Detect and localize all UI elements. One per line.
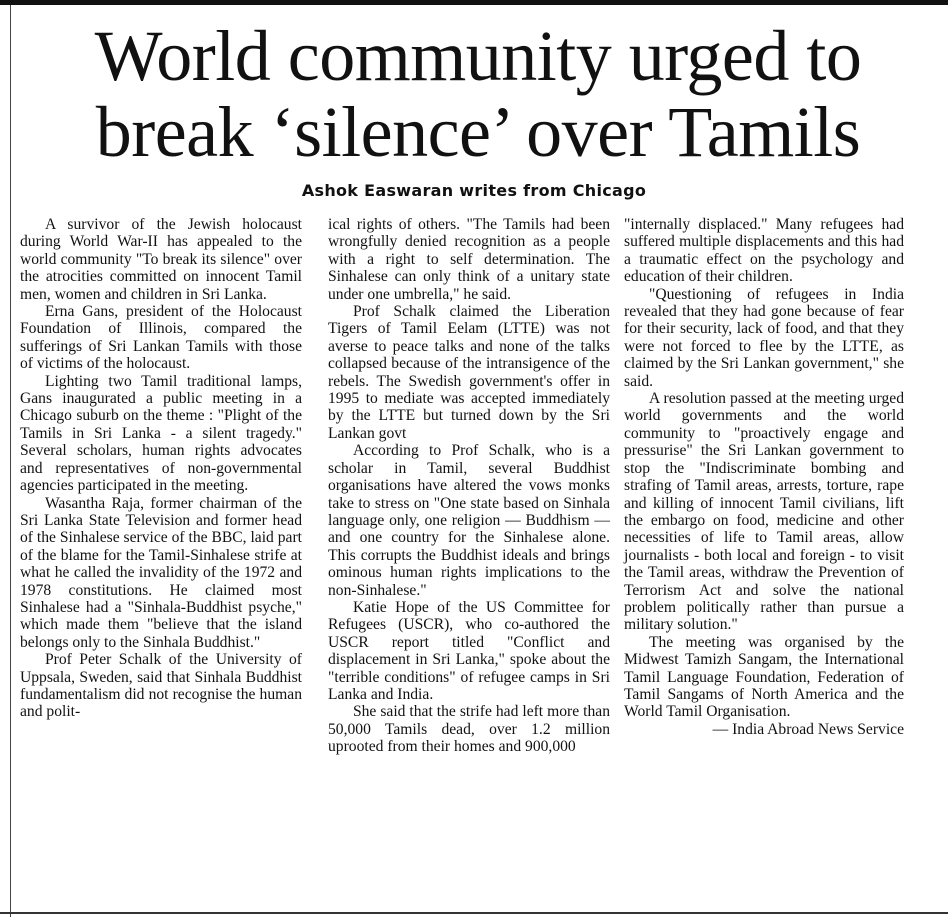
headline-line-1: World community urged to — [94, 16, 862, 96]
paragraph: A survivor of the Jewish holocaust during World War-II has appealed to the world community "To break its silence" over the atrocities committed on innocent Tamil men, women and children in Sri Lanka. — [20, 216, 302, 303]
headline — [18, 18, 938, 170]
paragraph: The meeting was organised by the Midwest Tamizh Sangam, the International Tamil Language Foundation, Federation of Tamil Sangams of North America and the World Tamil Organisation. — [624, 633, 904, 721]
bottom-rule — [0, 912, 948, 914]
paragraph: "internally displaced." Many refugees had suffered multiple displacements and this had a traumatic effect on the psychology and education of their children. — [624, 216, 904, 286]
byline: Ashok Easwaran writes from Chicago — [301, 181, 647, 200]
paragraph: Erna Gans, president of the Holocaust Foundation of Illinois, compared the sufferings of Sri Lankan Tamils with those of victims of the holocaust. — [20, 303, 302, 373]
paragraph: ical rights of others. "The Tamils had been wrongfully denied recognition as a people with a right to self determination. The Sinhalese can only think of a unitary state under one umbrella," he said. — [328, 216, 610, 303]
paragraph: A resolution passed at the meeting urged world governments and the world community to "proactively engage and pressurise" the Sri Lankan government to stop the "Indiscriminate bombing and strafing of Tamil areas, arrests, torture, rape and killing of innocent Tamil civilians, lift the embargo on food, medicine and other necessities of life to Tamil areas, allow journalists - both local and foreign - to visit the Tamil areas, withdraw the Prevention of Terrorism Act and solve the national problem politically rather than pursue a military solution." — [624, 390, 904, 634]
paragraph: She said that the strife had left more than 50,000 Tamils dead, over 1.2 million uprooted from their homes and 900,000 — [328, 703, 610, 756]
paragraph: "Questioning of refugees in India revealed that they had gone because of fear for their security, lack of food, and that they were not forced to flee by the LTTE, as claimed by the Sri Lankan government," she said. — [624, 285, 904, 390]
paragraph: Katie Hope of the US Committee for Refugees (USCR), who co-authored the USCR report titled "Conflict and displacement in Sri Lanka," spoke about the "terrible conditions" of refugee camps in Sri Lanka and India. — [328, 598, 610, 703]
paragraph: Wasantha Raja, former chairman of the Sri Lanka State Television and former head of the Sinhalese service of the BBC, laid part of the blame for the Tamil-Sinhalese strife at what he called the invalidity of the 1972 and 1978 constitutions. He claimed most Sinhalese had a "Sinhala-Buddhist psyche," which made them "believe that the island belongs only to the Sinhala Buddhist." — [20, 494, 302, 651]
paragraph: Lighting two Tamil traditional lamps, Gans inaugurated a public meeting in a Chicago suburb on the theme : "Plight of the Tamils in Sri Lanka - a silent tragedy." Several scholars, human rights advocates and representatives of non-governmental agencies participated in the meeting. — [20, 372, 302, 495]
paragraph: Prof Schalk claimed the Liberation Tigers of Tamil Eelam (LTTE) was not averse to peace talks and none of the talks collapsed because of the intransigence of the rebels. The Swedish government's offer in 1995 to mediate was accepted immediately by the LTTE but turned down by the Sri Lankan govt — [328, 303, 610, 442]
article-column-2 — [328, 216, 610, 756]
headline-line-2: break ‘silence’ over Tamils — [95, 92, 861, 172]
news-service-credit: — India Abroad News Service — [712, 720, 904, 738]
article-column-1 — [20, 216, 302, 721]
left-margin-rule — [10, 5, 11, 917]
top-rule — [0, 0, 948, 5]
paragraph: Prof Peter Schalk of the University of Uppsala, Sweden, said that Sinhala Buddhist fundamentalism did not recognise the human and polit- — [20, 651, 302, 721]
paragraph: According to Prof Schalk, who is a scholar in Tamil, several Buddhist organisations have altered the vows monks take to stress on "One state based on Sinhala language only, one religion — Buddhism — and one country for the Sinhalese alone. This corrupts the Buddhist ideals and brings ominous human rights implications to the non-Sinhalese." — [328, 442, 610, 599]
article-column-3 — [624, 216, 904, 738]
